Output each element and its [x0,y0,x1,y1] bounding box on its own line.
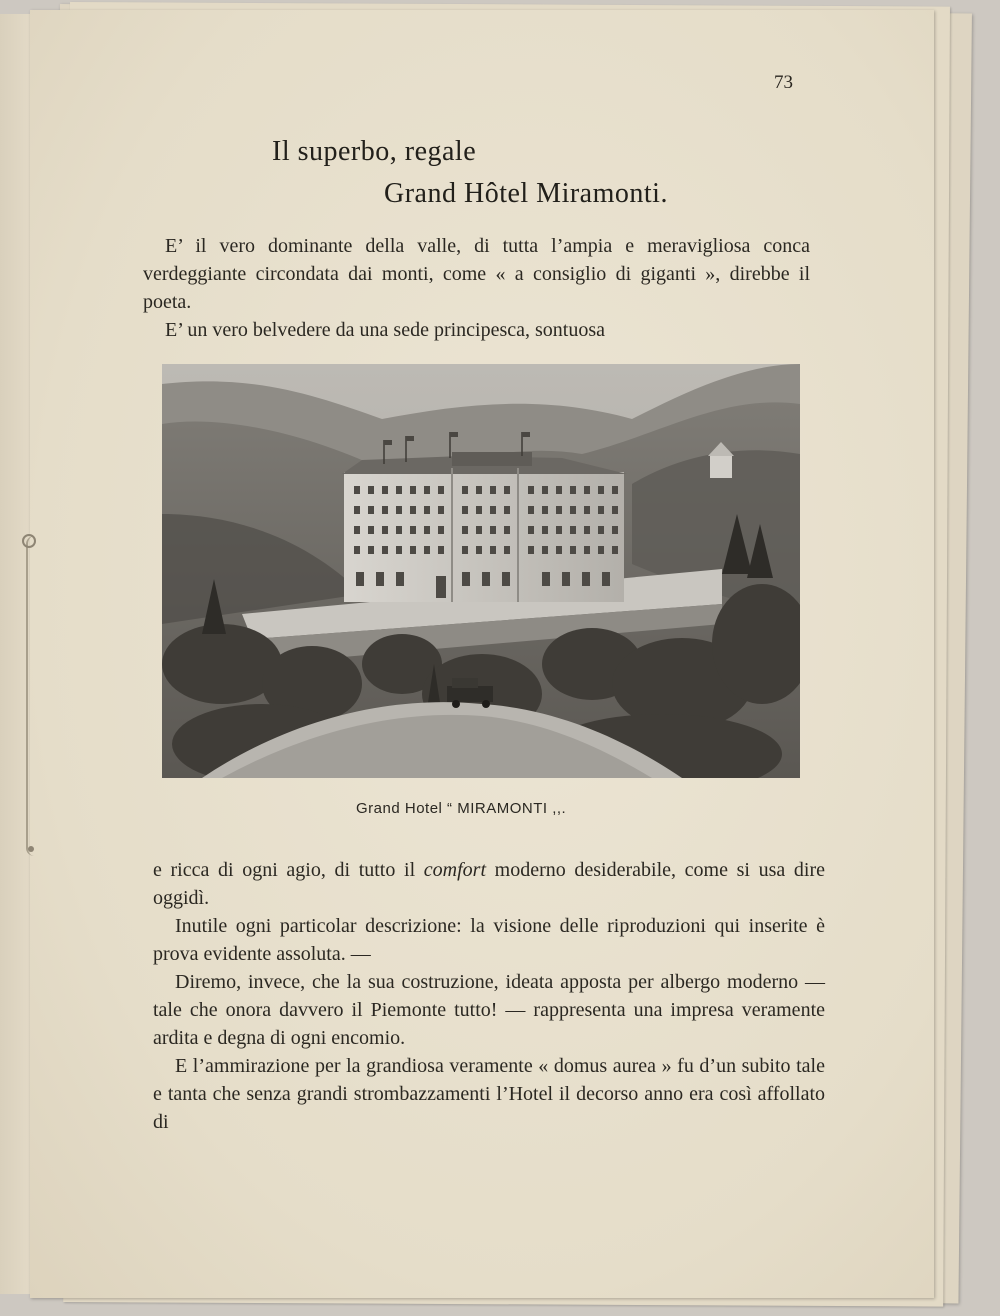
figure-caption: Grand Hotel “ MIRAMONTI ,,. [356,800,567,817]
body-text-top [143,232,810,344]
paragraph-text: moderno desiderabile, come si usa dire oggidì. [153,859,825,909]
binding-thread [26,536,44,856]
body-text-bottom [153,856,825,1136]
binding-knot [28,846,34,852]
page-title-line-2: Grand Hôtel Miramonti. [384,178,668,209]
paragraph [153,856,825,912]
paragraph: Diremo, invece, che la sua costruzione, ideata apposta per albergo moderno — tale che onora davvero il Piemonte tutto! — rappresenta una impresa veramente ardita e degna di ogni encomio. [153,971,825,1049]
binding-knot [22,534,36,548]
italic-word: comfort [423,859,486,881]
hotel-illustration [162,364,800,778]
paragraph: Inutile ogni particolar descrizione: la visione delle riproduzioni qui inserite è prova evidente assoluta. — [153,915,825,965]
paragraph-text: e ricca di ogni agio, di tutto il [153,859,424,881]
paragraph: E’ un vero belvedere da una sede principesca, sontuosa [165,319,606,341]
paragraph: E l’ammirazione per la grandiosa veramente « domus aurea » fu d’un subito tale e tanta che senza grandi strombazzamenti l’Hotel il decorso anno era così affollato di [153,1055,825,1133]
paragraph: E’ il vero dominante della valle, di tutta l’ampia e meravigliosa conca verdeggiante circondata dai monti, come « a consiglio di giganti », direbbe il poeta. [143,235,810,313]
page-title-line-1: Il superbo, regale [272,136,477,167]
page-number: 73 [774,72,793,93]
